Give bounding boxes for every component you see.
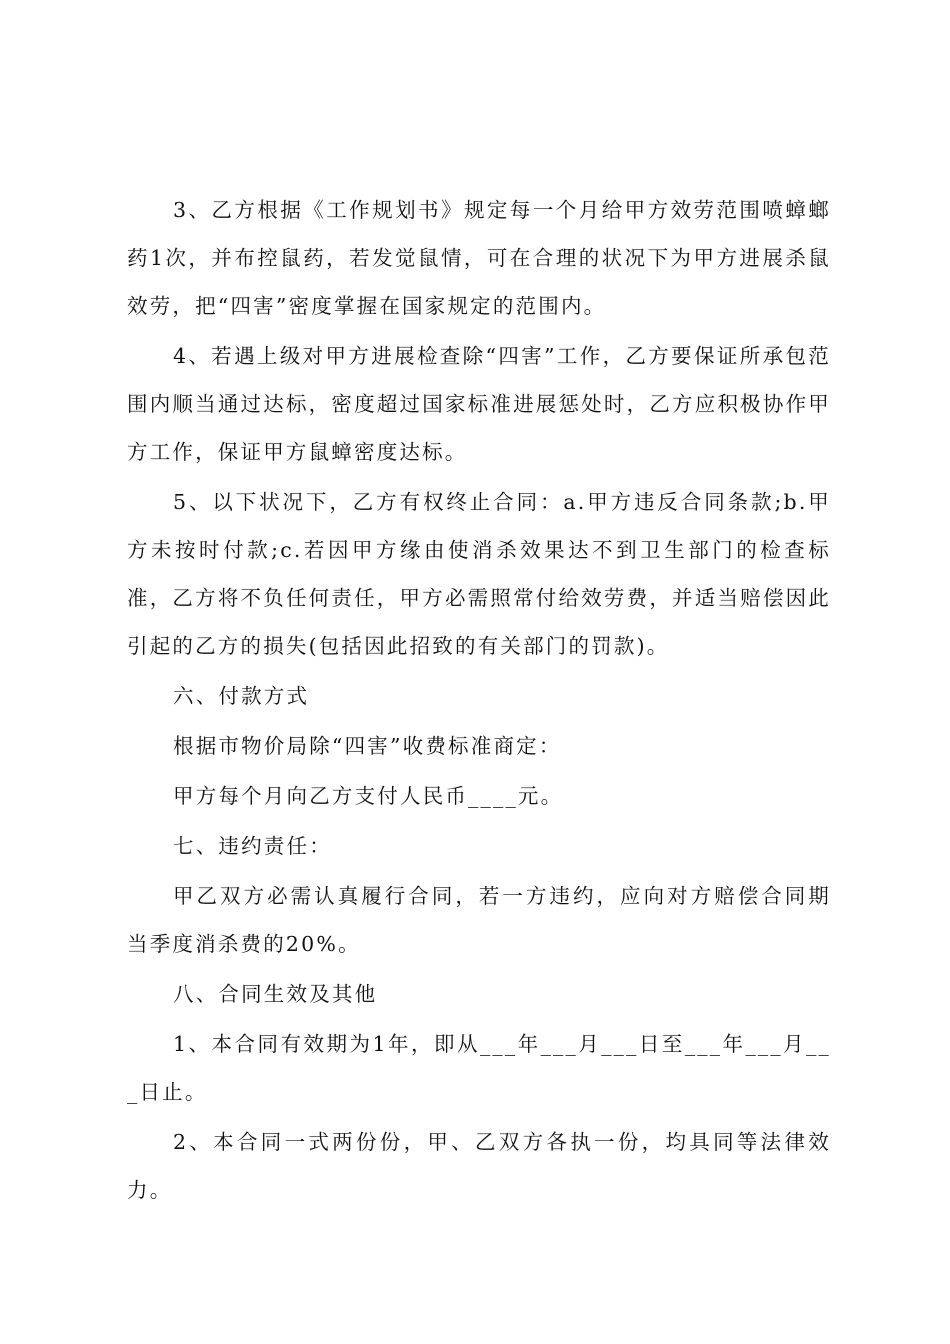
term-paragraph: 1、本合同有效期为1年，即从___年___月___日至___年___月___日止。 xyxy=(127,1032,831,1104)
section-liability-heading: 七、违约责任： xyxy=(173,834,332,858)
clause-3-paragraph: 3、乙方根据《工作规划书》规定每一个月给甲方效劳范围喷蟑螂药1次，并布控鼠药，若发觉鼠情，可在合理的状况下为甲方进展杀鼠效劳，把“四害”密度掌握在国家规定的范围内。 xyxy=(127,198,831,318)
document-body xyxy=(127,186,831,1216)
payment-amount-paragraph: 甲方每个月向乙方支付人民币____元。 xyxy=(173,784,564,808)
clause-4-paragraph: 4、若遇上级对甲方进展检查除“四害”工作，乙方要保证所承包范围内顺当通过达标，密度超过国家标准进展惩处时，乙方应积极协作甲方工作，保证甲方鼠蟑密度达标。 xyxy=(127,344,831,464)
payment-basis-paragraph: 根据市物价局除“四害”收费标准商定： xyxy=(173,734,562,758)
liability-paragraph: 甲乙双方必需认真履行合同，若一方违约，应向对方赔偿合同期当季度消杀费的20%。 xyxy=(127,884,831,956)
clause-5-paragraph: 5、以下状况下，乙方有权终止合同：a.甲方违反合同条款;b.甲方未按时付款;c.若因甲方缘由使消杀效果达不到卫生部门的检查标准，乙方将不负任何责任，甲方必需照常付给效劳费，并适当赔偿因此引起的乙方的损失(包括因此招致的有关部门的罚款)。 xyxy=(127,490,831,658)
copies-paragraph: 2、本合同一式两份份，甲、乙双方各执一份，均具同等法律效力。 xyxy=(127,1130,831,1202)
section-payment-heading: 六、付款方式 xyxy=(173,684,310,708)
section-effect-heading: 八、合同生效及其他 xyxy=(173,982,378,1006)
